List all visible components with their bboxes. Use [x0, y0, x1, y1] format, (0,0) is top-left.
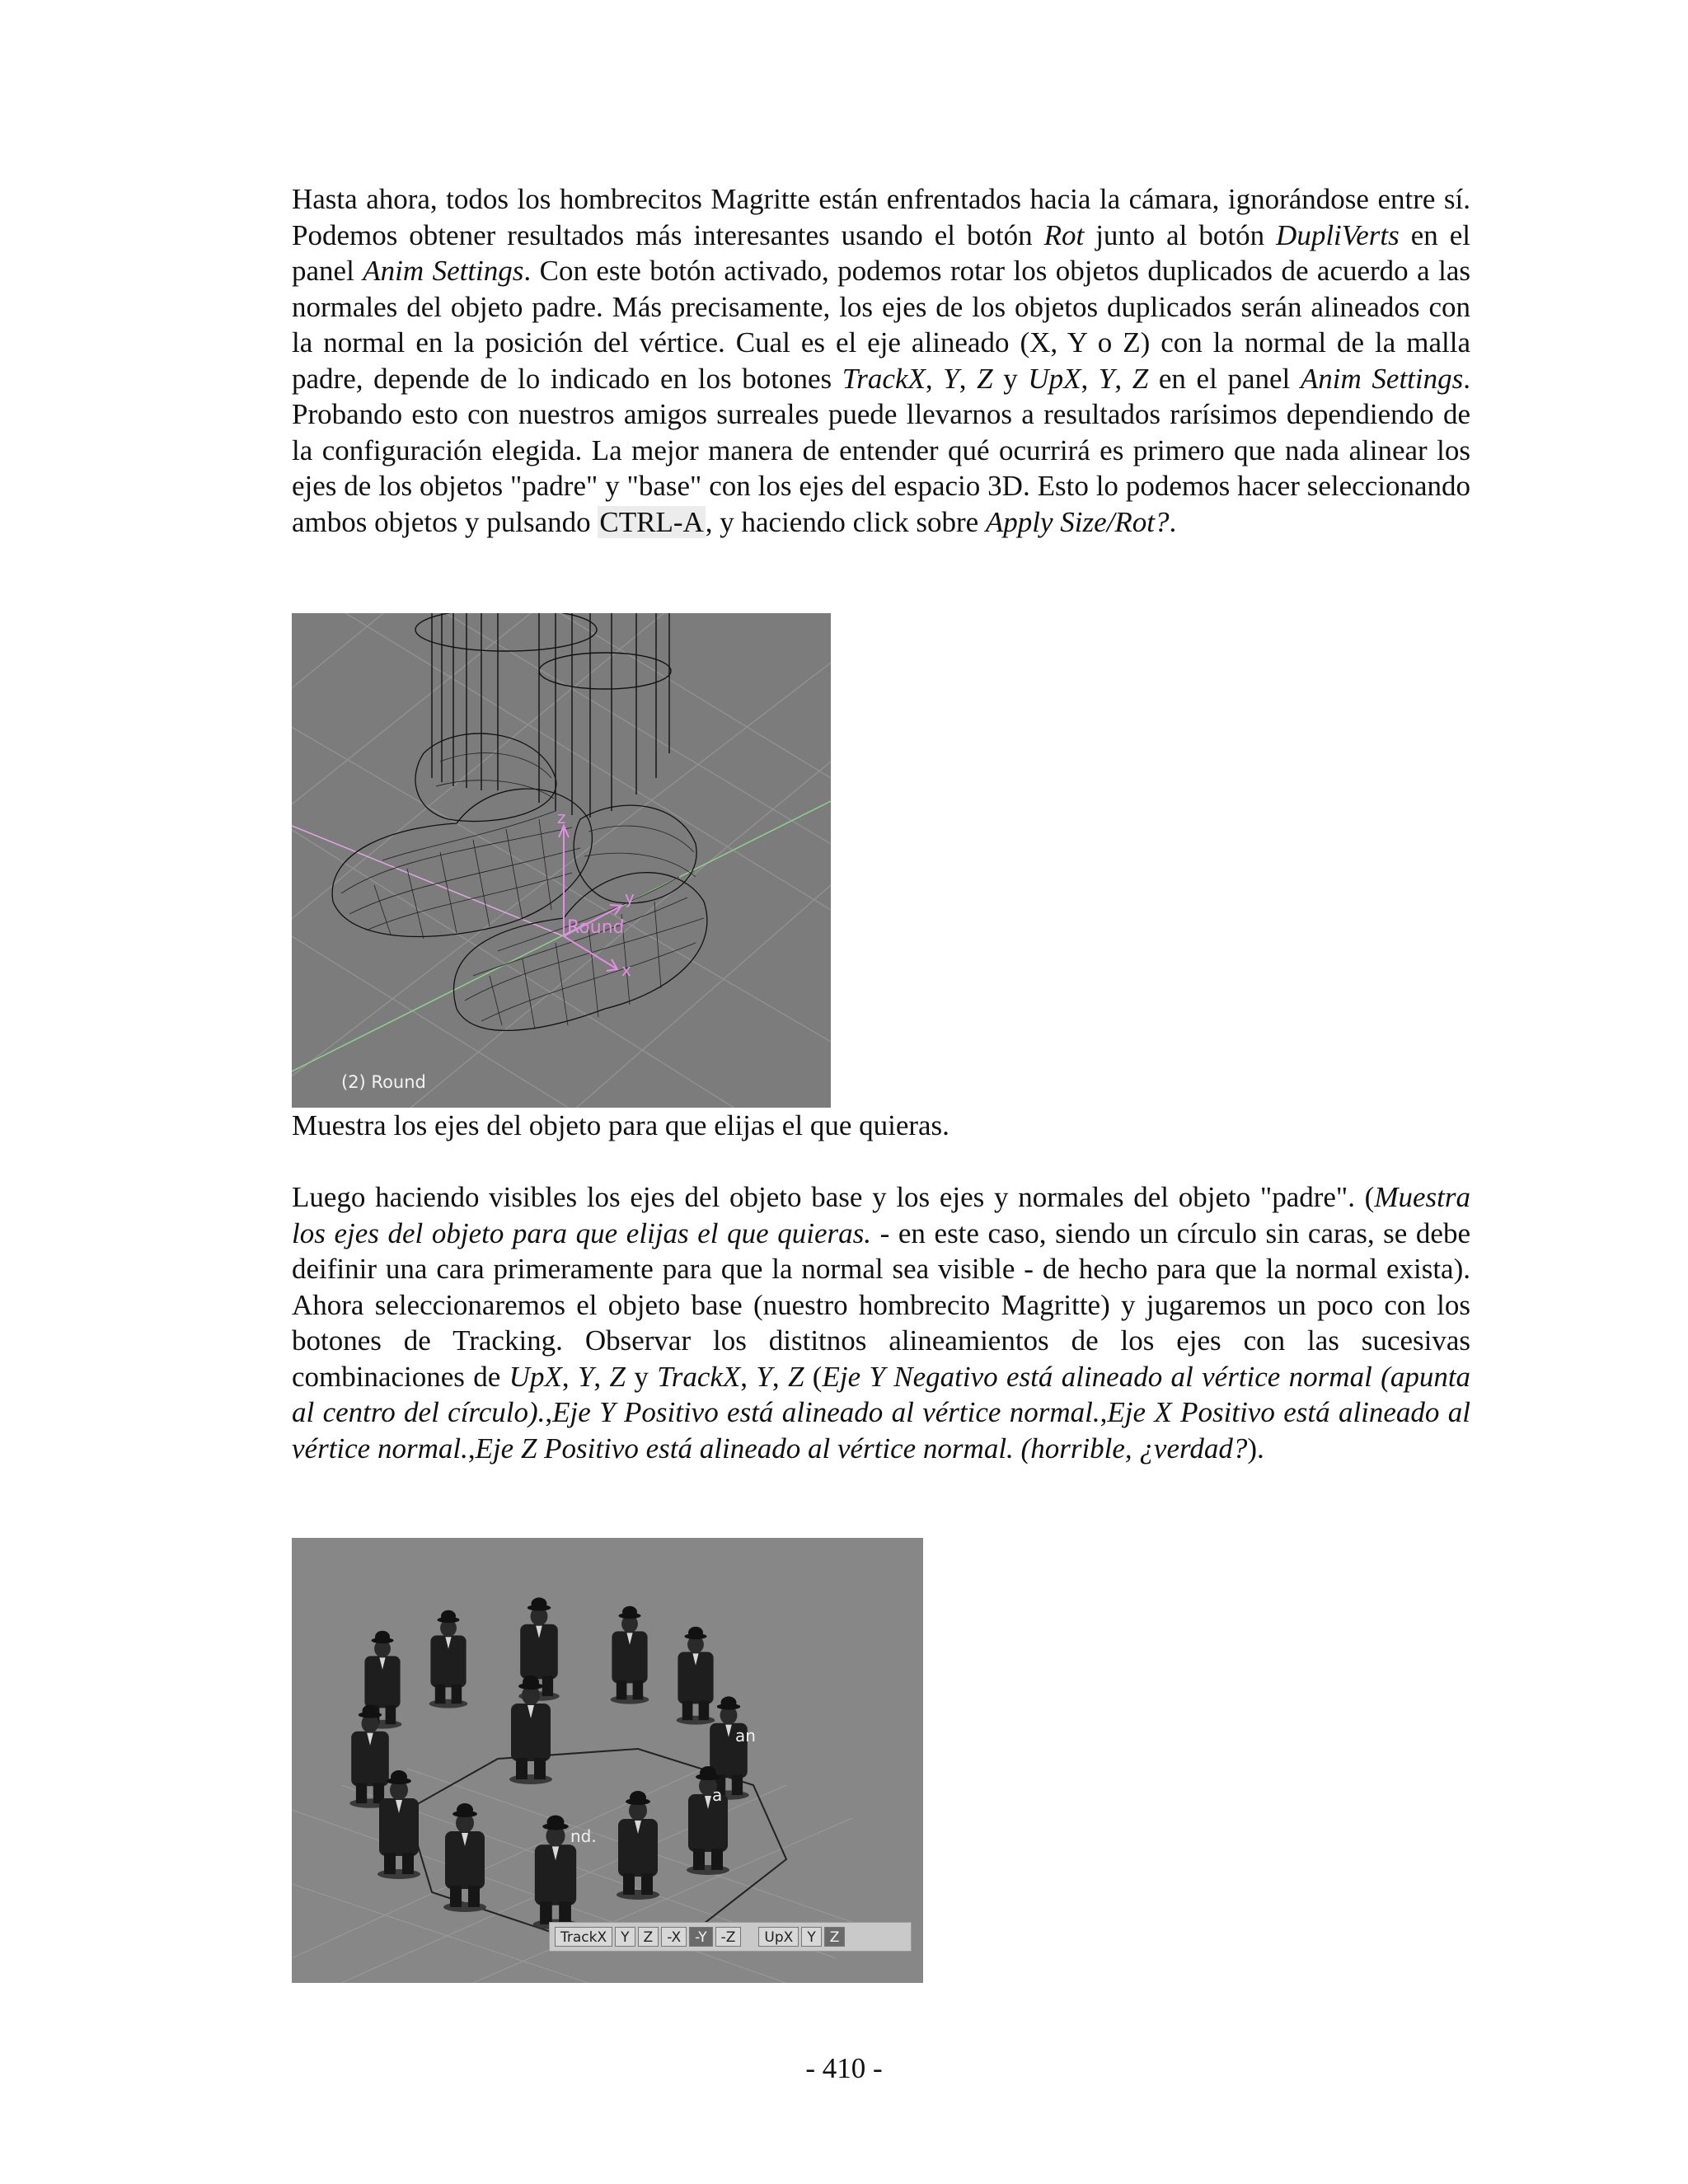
text-run: y [625, 1360, 658, 1393]
text-run: , [925, 362, 944, 395]
text-run: , [1114, 362, 1132, 395]
figure-1-caption: Muestra los ejes del objeto para que elijas el que quieras. [292, 1109, 950, 1141]
axis-label-x: x [621, 960, 631, 980]
shoe-mesh-wires [341, 753, 704, 1029]
y-term: Y [577, 1360, 594, 1393]
text-run: junto al botón [1084, 218, 1277, 251]
y-term: Y [756, 1360, 772, 1393]
y-term: Y [943, 362, 959, 395]
z-term: Z [787, 1360, 804, 1393]
italic-run: Eje X Positivo está alineado al vértice normal. [292, 1396, 1471, 1465]
track-neg-y-button[interactable]: -Y [689, 1927, 713, 1947]
page-number: - 410 - [805, 2052, 883, 2084]
ctrl-a-shortcut: CTRL-A [599, 505, 704, 538]
text-run: , [561, 1360, 578, 1393]
text-run: - en este caso, siendo un círculo sin caras, se debe deifinir una cara primeramente para que la normal sea visible - de hecho para que la normal exista). Ahora seleccionaremos el objeto base (nuestro hombrecito Magritte) y jugaremos un poco con los botones de Tracking. Observar los distitnos alineamientos de los ejes con las sucesivas combinaciones de [292, 1216, 1471, 1393]
upx-term: UpX [509, 1360, 562, 1393]
text-run: , [545, 1396, 553, 1428]
text-run: y [992, 362, 1029, 395]
track-y-button[interactable]: Y [615, 1927, 635, 1947]
up-y-button[interactable]: Y [801, 1927, 821, 1947]
axis-label-z: z [557, 808, 566, 827]
overlay-text: a [712, 1785, 723, 1805]
track-z-button[interactable]: Z [638, 1927, 659, 1947]
italic-run: Muestra los ejes del objeto para que elijas el que quieras. [292, 1181, 1470, 1249]
text-run: en el panel [292, 218, 1471, 287]
text-run: , y haciendo click sobre [705, 505, 986, 538]
wireframe-viewport [292, 613, 831, 1108]
viewport-status: (2) Round [341, 1072, 426, 1092]
upx-button[interactable]: UpX [758, 1927, 799, 1947]
leg-cylinders [415, 613, 671, 818]
text-run: en el panel [1148, 362, 1301, 395]
text-run: , [1100, 1396, 1108, 1428]
y-term: Y [1098, 362, 1115, 395]
apply-size-rot-term: Apply Size/Rot? [985, 505, 1170, 538]
italic-run: Eje Y Positivo está alineado al vértice normal. [552, 1396, 1100, 1428]
object-name-label: Round [567, 917, 625, 938]
text-run: . Probando esto con nuestros amigos surreales puede llevarnos a resultados rarísimos dependiendo de la configuración elegida. La mejor manera de entender qué ocurrirá es primero que nada alinear los ejes de los objetos "padre" y "base" con los ejes del espacio 3D. Esto lo podemos hacer seleccionando ambos objetos y pulsando [292, 362, 1470, 538]
x-axis-line [292, 826, 564, 936]
figure-magritte-circle [292, 1538, 923, 1983]
italic-run: Eje Z Positivo está alineado al vértice normal. (horrible, ¿verdad? [475, 1432, 1248, 1465]
rot-term: Rot [1043, 218, 1085, 251]
text-run: , [1081, 362, 1099, 395]
trackx-term: TrackX [842, 362, 926, 395]
paragraph-1 [292, 181, 1470, 540]
text-run: . [1169, 505, 1177, 538]
anim-settings-term: Anim Settings [363, 255, 524, 287]
trackx-button[interactable]: TrackX [555, 1927, 612, 1947]
text-run: ( [804, 1360, 823, 1393]
text-run: Hasta ahora, todos los hombrecitos Magritte están enfrentados hacia la cámara, ignorándose entre sí. Podemos obtener resultados más interesantes usando el botón [292, 183, 1470, 251]
upx-term: UpX [1028, 362, 1081, 395]
z-term: Z [609, 1360, 626, 1393]
text-run: , [959, 362, 978, 395]
text-run: , [771, 1360, 788, 1393]
z-term: Z [977, 362, 993, 395]
up-z-button[interactable]: Z [824, 1927, 846, 1947]
z-term: Z [1132, 362, 1149, 395]
text-run: , [740, 1360, 757, 1393]
dupliverts-term: DupliVerts [1276, 218, 1400, 251]
figure-wireframe-feet [292, 613, 831, 1108]
text-run: ). [1247, 1432, 1264, 1465]
shoe-meshes [332, 733, 707, 1030]
overlay-text: an [735, 1726, 756, 1746]
overlay-text: nd. [570, 1826, 597, 1846]
tracking-buttons-panel [549, 1922, 912, 1952]
text-run: , [467, 1432, 476, 1465]
text-run: . Con este botón activado, podemos rotar los objetos duplicados de acuerdo a las normales del objeto padre. Más precisamente, los ejes de los objetos duplicados serán alineados con la normal en la posición del vértice. Cual es el eje alineado (X, Y o Z) con la normal de la malla padre, depende de lo indicado en los botones [292, 255, 1470, 395]
anim-settings-term: Anim Settings [1300, 362, 1464, 395]
axis-label-y: y [625, 888, 635, 907]
trackx-term: TrackX [657, 1360, 741, 1393]
text-run: , [593, 1360, 610, 1393]
track-neg-x-button[interactable]: -X [661, 1927, 687, 1947]
text-run: Luego haciendo visibles los ejes del objeto base y los ejes y normales del objeto "padre". ( [292, 1181, 1375, 1213]
paragraph-2 [292, 1179, 1470, 1466]
render-viewport [292, 1538, 923, 1983]
italic-run: Eje Y Negativo está alineado al vértice normal (apunta al centro del círculo). [292, 1360, 1471, 1428]
y-axis-line [292, 801, 831, 1071]
track-neg-z-button[interactable]: -Z [715, 1927, 742, 1947]
